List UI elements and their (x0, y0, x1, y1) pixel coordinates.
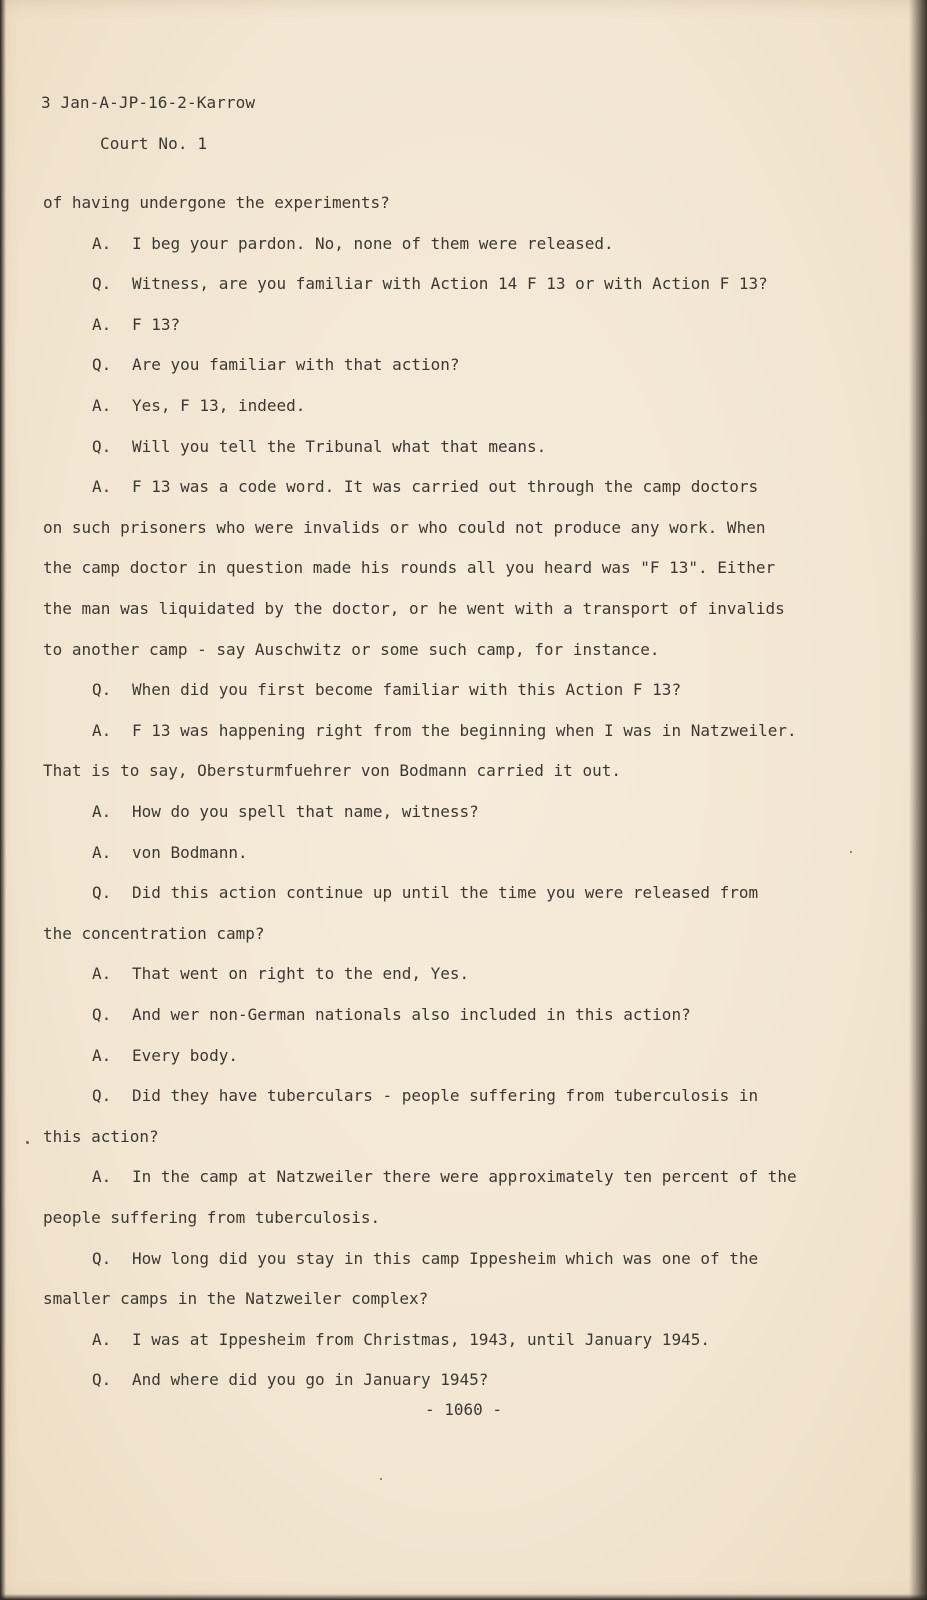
transcript-continuation-line: to another camp - say Auschwitz or some such camp, for instance. (43, 640, 660, 659)
scan-speck (850, 851, 852, 853)
speaker-label: Q. (92, 355, 112, 374)
scan-edge-left (0, 0, 6, 1600)
transcript-line: When did you first become familiar with this Action F 13? (132, 680, 682, 699)
scan-speck (26, 1141, 29, 1144)
speaker-label: Q. (92, 680, 112, 699)
document-reference: 3 Jan-A-JP-16-2-Karrow (41, 93, 256, 112)
transcript-line: Witness, are you familiar with Action 14 F 13 or with Action F 13? (132, 274, 768, 293)
speaker-label: A. (92, 234, 112, 253)
transcript-line: And where did you go in January 1945? (132, 1370, 489, 1389)
transcript-line: That went on right to the end, Yes. (132, 964, 470, 983)
speaker-label: A. (92, 396, 112, 415)
transcript-continuation-line: That is to say, Obersturmfuehrer von Bodmann carried it out. (43, 761, 621, 780)
speaker-label: A. (92, 1330, 112, 1349)
transcript-line: Will you tell the Tribunal what that means. (132, 437, 547, 456)
scan-edge-right (909, 0, 927, 1600)
transcript-line: Yes, F 13, indeed. (132, 396, 306, 415)
speaker-label: Q. (92, 274, 112, 293)
speaker-label: Q. (92, 437, 112, 456)
transcript-line: I was at Ippesheim from Christmas, 1943, until January 1945. (132, 1330, 710, 1349)
court-number: Court No. 1 (100, 134, 208, 153)
speaker-label: A. (92, 843, 112, 862)
transcript-continuation-line: the concentration camp? (43, 924, 265, 943)
speaker-label: A. (92, 1046, 112, 1065)
transcript-line: Did they have tuberculars - people suffering from tuberculosis in (132, 1086, 759, 1105)
transcript-line: F 13 was a code word. It was carried out through the camp doctors (132, 477, 759, 496)
transcript-line: F 13 was happening right from the beginning when I was in Natzweiler. (132, 721, 797, 740)
transcript-line: How long did you stay in this camp Ippesheim which was one of the (132, 1249, 759, 1268)
page-number: - 1060 - (424, 1400, 503, 1419)
speaker-label: Q. (92, 1249, 112, 1268)
transcript-line: Every body. (132, 1046, 238, 1065)
transcript-continuation-line: this action? (43, 1127, 159, 1146)
transcript-continuation-line: smaller camps in the Natzweiler complex? (43, 1289, 429, 1308)
transcript-line: In the camp at Natzweiler there were approximately ten percent of the (132, 1167, 797, 1186)
speaker-label: A. (92, 1167, 112, 1186)
transcript-continuation-line: on such prisoners who were invalids or who could not produce any work. When (43, 518, 766, 537)
speaker-label: Q. (92, 1005, 112, 1024)
transcript-line: And wer non-German nationals also included in this action? (132, 1005, 691, 1024)
speaker-label: A. (92, 477, 112, 496)
transcript-line: How do you spell that name, witness? (132, 802, 479, 821)
transcript-line: von Bodmann. (132, 843, 248, 862)
transcript-line: Are you familiar with that action? (132, 355, 460, 374)
scan-edge-bottom (0, 1594, 927, 1600)
speaker-label: Q. (92, 883, 112, 902)
speaker-label: A. (92, 315, 112, 334)
speaker-label: Q. (92, 1086, 112, 1105)
speaker-label: A. (92, 721, 112, 740)
transcript-line: Did this action continue up until the time you were released from (132, 883, 759, 902)
transcript-line: F 13? (132, 315, 181, 334)
speaker-label: Q. (92, 1370, 112, 1389)
speaker-label: A. (92, 802, 112, 821)
scan-speck (380, 1478, 382, 1480)
transcript-continuation-line: of having undergone the experiments? (43, 193, 390, 212)
transcript-continuation-line: people suffering from tuberculosis. (43, 1208, 381, 1227)
transcript-continuation-line: the camp doctor in question made his rounds all you heard was "F 13". Either (43, 558, 776, 577)
transcript-continuation-line: the man was liquidated by the doctor, or he went with a transport of invalids (43, 599, 785, 618)
transcript-line: I beg your pardon. No, none of them were released. (132, 234, 614, 253)
speaker-label: A. (92, 964, 112, 983)
